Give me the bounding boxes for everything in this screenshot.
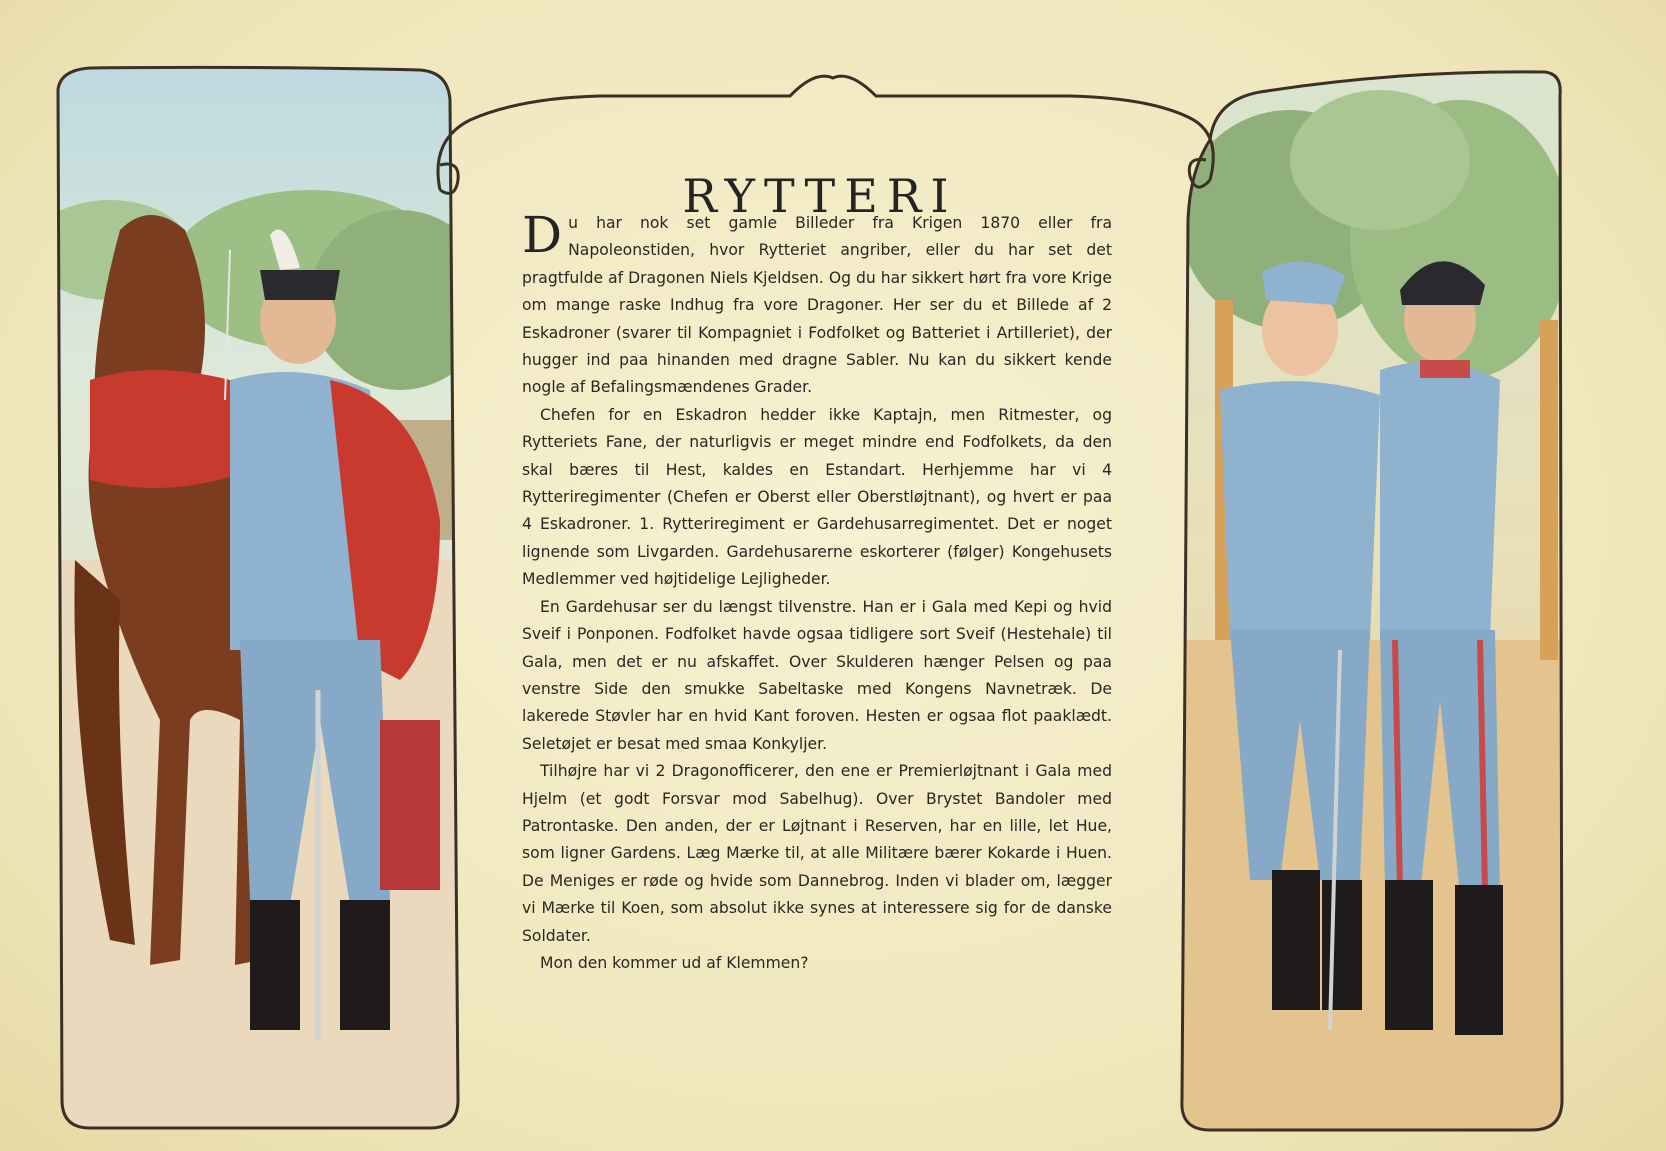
- paragraph-5: Mon den kommer ud af Klemmen?: [540, 953, 809, 972]
- right-illustration: [1170, 60, 1580, 1140]
- paragraph-2: Chefen for en Eskadron hedder ikke Kaptajn, men Ritmester, og Rytteriets Fane, der naturligvis er meget mindre end Fodfolkets, da den skal bæres til Hest, kaldes en Estandart. Herhjemme har vi 4 Rytteriregimenter (Chefen er Oberst eller Oberstløjtnant), og hvert er paa 4 Eskadroner. 1. Rytteriregiment er Gardehusarregimentet. Det er noget lignende som Livgarden. Gardehusarerne eskorterer (følger) Kongehusets Medlemmer ved højtidelige Lejligheder.: [522, 405, 1112, 589]
- page-title: RYTTERI: [682, 168, 958, 223]
- left-illustration: [30, 60, 490, 1140]
- paragraph-1: [522, 206, 1112, 402]
- paragraph-4: Tilhøjre har vi 2 Dragonofficerer, den ene er Premierløjtnant i Gala med Hjelm (et godt Forsvar mod Sabelhug). Over Brystet Bandoler med Patrontaske. Den anden, der er Løjtnant i Reserven, har en lille, let Hue, som ligner Gardens. Læg Mærke til, at alle Militære bærer Kokarde i Huen. De Meniges er røde og hvide som Dannebrog. Inden vi blader om, lægger vi Mærke til Koen, som absolut ikke synes at interessere sig for de danske Soldater.: [522, 762, 1112, 945]
- article-text: [522, 206, 1112, 977]
- paragraph-3: En Gardehusar ser du længst tilvenstre. Han er i Gala med Kepi og hvid Sveif i Ponponen. Fodfolket havde ogsaa tidligere sort Sveif (Hestehale) til Gala, men det er nu afskaffet. Over Skulderen hænger Pelsen og paa venstre Side den smukke Sabeltaske med Kongens Navnetræk. De lakerede Støvler har en hvid Kant foroven. Hesten er ogsaa flot paaklædt. Seletøjet er besat med smaa Konkyljer.: [522, 597, 1112, 753]
- paragraph-1-text: u har nok set gamle Billeder fra Krigen 1870 eller fra Napoleonstiden, hvor Rytteriet angriber, eller du har set det pragtfulde af Dragonen Niels Kjeldsen. Og du har sikkert hørt fra vore Krige om mange raske Indhug fra vore Dragoner. Her ser du et Billede af 2 Eskadroner (svarer til Kompagniet i Fodfolket og Batteriet i Artilleriet), der hugger ind paa hinanden med dragne Sabler. Nu kan du sikkert kende nogle af Befalingsmændenes Grader.: [522, 214, 1112, 397]
- drop-cap: D: [522, 206, 563, 264]
